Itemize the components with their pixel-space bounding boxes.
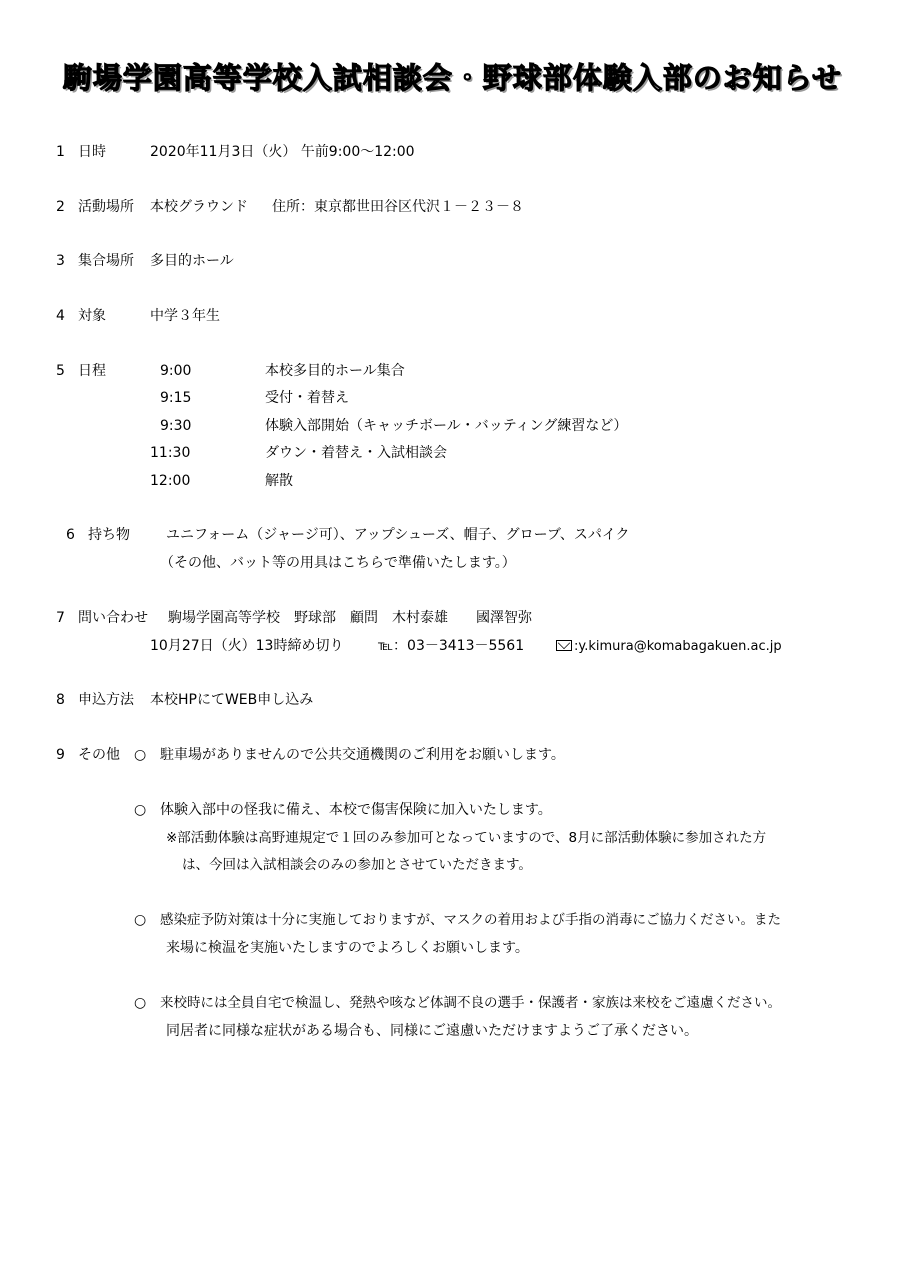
- other-item-line: 体験入部中の怪我に備え、本校で傷害保険に加入いたします。: [160, 802, 552, 818]
- contact-deadline: 10月27日（火）13時締め切り: [150, 638, 344, 654]
- bullet-icon: ○: [134, 912, 147, 928]
- mail-icon: [556, 640, 572, 651]
- section-number: 7: [56, 610, 65, 626]
- schedule-time: 11:30: [150, 445, 191, 461]
- other-item-line: 来校時には全員自宅で検温し、発熱や咳など体調不良の選手・保護者・家族は来校をご遠慮ください。: [160, 995, 781, 1011]
- contact-email: :y.kimura@komabagakuen.ac.jp: [574, 639, 782, 654]
- section-label-apply: 申込方法: [78, 692, 134, 708]
- venue-address: 住所：東京都世田谷区代沢１－２３－８: [272, 199, 524, 215]
- section-label-schedule: 日程: [78, 363, 106, 379]
- venue-value: 本校グラウンド: [150, 199, 248, 215]
- bullet-icon: ○: [134, 995, 147, 1011]
- section-label-assembly: 集合場所: [78, 253, 134, 269]
- assembly-value: 多目的ホール: [150, 253, 234, 269]
- section-number: 2: [56, 199, 65, 215]
- other-item-line: 感染症予防対策は十分に実施しておりますが、マスクの着用および手指の消毒にご協力ください。また: [160, 912, 781, 928]
- other-item-note: は、今回は入試相談会のみの参加とさせていただきます。: [182, 857, 532, 873]
- contact-tel: ℡：03－3413－5561: [378, 638, 525, 654]
- schedule-desc: 受付・着替え: [265, 390, 349, 406]
- schedule-time: 9:00: [160, 363, 192, 379]
- target-value: 中学３年生: [150, 308, 220, 324]
- schedule-desc: 体験入部開始（キャッチボール・バッティング練習など）: [265, 418, 628, 434]
- schedule-time: 9:30: [160, 418, 192, 434]
- bullet-icon: ○: [134, 747, 147, 763]
- section-number: 3: [56, 253, 65, 269]
- section-label-venue: 活動場所: [78, 199, 134, 215]
- section-label-belongings: 持ち物: [88, 527, 130, 543]
- section-label-contact: 問い合わせ: [78, 610, 148, 626]
- section-number: 1: [56, 144, 65, 160]
- other-item-line: 来場に検温を実施いたしますのでよろしくお願いします。: [166, 940, 529, 956]
- contact-email-wrap: [556, 636, 782, 657]
- section-number: 6: [66, 527, 75, 543]
- other-item-line: 駐車場がありませんので公共交通機関のご利用をお願いします。: [160, 747, 565, 763]
- belongings-value: ユニフォーム（ジャージ可）、アップシューズ、帽子、グローブ、スパイク: [166, 527, 630, 543]
- bullet-icon: ○: [134, 802, 147, 818]
- section-number: 8: [56, 692, 65, 708]
- section-number: 5: [56, 363, 65, 379]
- section-number: 4: [56, 308, 65, 324]
- section-label-target: 対象: [78, 308, 106, 324]
- belongings-note: （その他、バット等の用具はこちらで準備いたします。）: [160, 555, 516, 571]
- schedule-desc: 本校多目的ホール集合: [265, 363, 405, 379]
- datetime-value: 2020年11月3日（火） 午前9:00～12:00: [150, 144, 415, 160]
- page-title: 駒場学園高等学校入試相談会・野球部体験入部のお知らせ: [62, 61, 843, 95]
- other-item-line: 同居者に同様な症状がある場合も、同様にご遠慮いただけますようご了承ください。: [166, 1023, 698, 1039]
- apply-value: 本校HPにてWEB申し込み: [150, 692, 314, 708]
- schedule-time: 12:00: [150, 473, 191, 489]
- schedule-time: 9:15: [160, 390, 192, 406]
- schedule-desc: 解散: [265, 473, 293, 489]
- schedule-desc: ダウン・着替え・入試相談会: [265, 445, 447, 461]
- other-item-note: ※部活動体験は高野連規定で１回のみ参加可となっていますので、8月に部活動体験に参加された方: [166, 830, 767, 846]
- section-number: 9: [56, 747, 65, 763]
- section-label-other: その他: [78, 747, 120, 763]
- contact-value: 駒場学園高等学校 野球部 顧問 木村泰雄 國澤智弥: [168, 610, 532, 626]
- section-label-datetime: 日時: [78, 144, 106, 160]
